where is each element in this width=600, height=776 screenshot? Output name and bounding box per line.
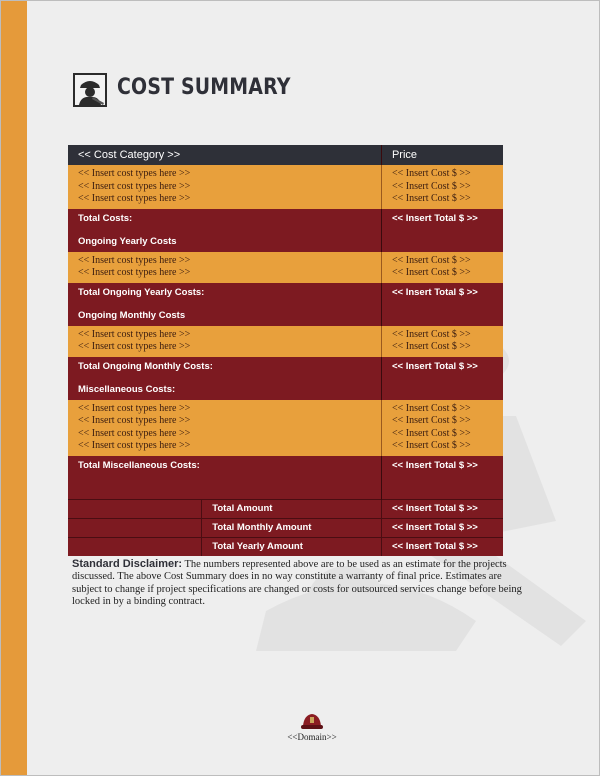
- cost-price-item: << Insert Cost $ >>: [391, 415, 471, 426]
- cost-items-row: [68, 326, 503, 357]
- cost-price-item: << Insert Cost $ >>: [391, 341, 471, 352]
- total-label: Total Ongoing Yearly Costs:: [68, 283, 381, 303]
- disclaimer-text: The numbers represented above are to be used as an estimate for the projects discussed. The above Cost Summary does in no way constitute a warranty of final price. Estimates are subject to change if project specifications are changed or costs for outsourced services change before being locked in by a binding contract.: [72, 559, 522, 607]
- cost-type-item: << Insert cost types here >>: [78, 427, 191, 439]
- cost-type-item: << Insert cost types here >>: [78, 267, 191, 278]
- summary-row: [68, 499, 503, 518]
- total-value: << Insert Total $ >>: [381, 209, 503, 229]
- footer-domain: <<Domain>>: [287, 732, 337, 742]
- cost-price-item: << Insert Cost $ >>: [391, 254, 471, 266]
- spacer-row: [68, 476, 503, 500]
- fire-helmet-icon: [301, 712, 323, 732]
- cost-type-item: << Insert cost types here >>: [78, 193, 191, 204]
- cost-type-item: << Insert cost types here >>: [78, 254, 191, 266]
- section-heading-row: [68, 377, 503, 400]
- cost-items-row: [68, 252, 503, 283]
- cost-summary-table: [68, 145, 503, 556]
- cost-price-item: << Insert Cost $ >>: [391, 440, 471, 451]
- table-header-row: [68, 145, 503, 165]
- cost-type-item: << Insert cost types here >>: [78, 415, 191, 426]
- summary-value: << Insert Total $ >>: [381, 537, 503, 556]
- cost-price-item: << Insert Cost $ >>: [391, 427, 471, 439]
- summary-label: Total Monthly Amount: [202, 518, 382, 537]
- cost-type-item: << Insert cost types here >>: [78, 440, 191, 451]
- cost-price-item: << Insert Cost $ >>: [391, 168, 471, 179]
- total-row: [68, 283, 503, 303]
- cost-price-item: << Insert Cost $ >>: [391, 267, 471, 278]
- cost-type-item: << Insert cost types here >>: [78, 180, 191, 192]
- cost-type-item: << Insert cost types here >>: [78, 402, 191, 414]
- header-cost-category: << Cost Category >>: [68, 145, 381, 165]
- summary-value: << Insert Total $ >>: [381, 499, 503, 518]
- page-title: COST SUMMARY: [117, 75, 291, 100]
- cost-type-item: << Insert cost types here >>: [78, 341, 191, 352]
- cost-type-item: << Insert cost types here >>: [78, 328, 191, 340]
- section-heading: Miscellaneous Costs:: [68, 377, 381, 400]
- cost-items-row: [68, 400, 503, 456]
- cost-type-item: << Insert cost types here >>: [78, 168, 191, 179]
- firefighter-icon: [73, 73, 107, 107]
- total-value: << Insert Total $ >>: [381, 456, 503, 476]
- summary-row: [68, 537, 503, 556]
- total-label: Total Miscellaneous Costs:: [68, 456, 381, 476]
- disclaimer-label: Standard Disclaimer:: [72, 558, 183, 570]
- cost-price-item: << Insert Cost $ >>: [391, 193, 471, 204]
- left-accent-bar: [1, 1, 27, 776]
- summary-label: Total Yearly Amount: [202, 537, 382, 556]
- total-row: [68, 357, 503, 377]
- total-value: << Insert Total $ >>: [381, 283, 503, 303]
- summary-row: [68, 518, 503, 537]
- standard-disclaimer: [72, 558, 527, 608]
- cost-price-item: << Insert Cost $ >>: [391, 180, 471, 192]
- header-price: Price: [381, 145, 503, 165]
- cost-items-row: [68, 165, 503, 209]
- summary-label: Total Amount: [202, 499, 382, 518]
- section-heading-row: [68, 303, 503, 326]
- total-value: << Insert Total $ >>: [381, 357, 503, 377]
- cost-price-item: << Insert Cost $ >>: [391, 328, 471, 340]
- total-row: [68, 456, 503, 476]
- total-row: [68, 209, 503, 229]
- section-heading: Ongoing Yearly Costs: [68, 229, 381, 252]
- total-label: Total Costs:: [68, 209, 381, 229]
- section-heading: Ongoing Monthly Costs: [68, 303, 381, 326]
- section-heading-row: [68, 229, 503, 252]
- total-label: Total Ongoing Monthly Costs:: [68, 357, 381, 377]
- summary-value: << Insert Total $ >>: [381, 518, 503, 537]
- cost-price-item: << Insert Cost $ >>: [391, 402, 471, 414]
